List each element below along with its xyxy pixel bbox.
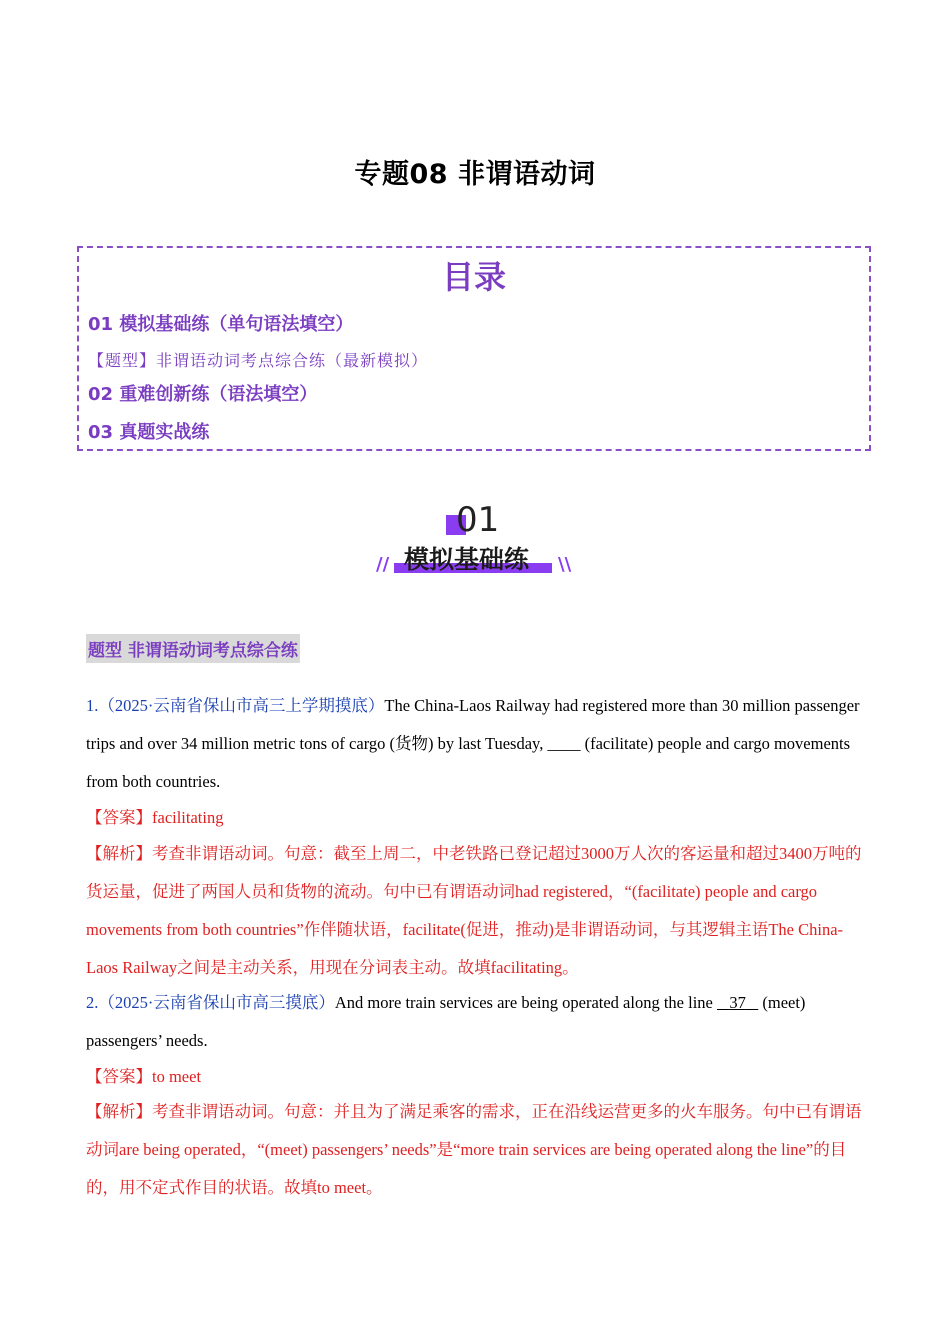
answer-label: 【答案】 bbox=[86, 808, 152, 827]
answer-1 bbox=[86, 799, 866, 837]
question-number: 2. bbox=[86, 993, 99, 1012]
analysis-text: 考查非谓语动词。句意：并且为了满足乘客的需求，正在沿线运营更多的火车服务。句中已有谓语动词are being operated，“(meet) passengers’ needs”是“more train services are being operated along the line”的目的，用不定式作目的状语。故填to meet。 bbox=[86, 1102, 862, 1197]
table-of-contents bbox=[77, 246, 871, 451]
blank-number: 37 bbox=[729, 993, 746, 1012]
answer-label: 【答案】 bbox=[86, 1067, 152, 1086]
question-1 bbox=[86, 687, 866, 801]
toc-item-03[interactable]: 03 真题实战练 bbox=[88, 422, 210, 443]
analysis-2 bbox=[86, 1093, 866, 1207]
question-stem-after: (meet) passengers’ needs. bbox=[86, 993, 806, 1050]
section-number: 01 bbox=[456, 500, 500, 540]
question-source: （2025·云南省保山市高三摸底） bbox=[98, 993, 335, 1012]
analysis-label: 【解析】 bbox=[86, 1102, 152, 1121]
question-source: （2025·云南省保山市高三上学期摸底） bbox=[98, 696, 385, 715]
section-banner bbox=[370, 500, 580, 580]
toc-item-02[interactable]: 02 重难创新练（语法填空） bbox=[88, 384, 318, 405]
question-type-heading: 题型 非谓语动词考点综合练 bbox=[86, 634, 300, 663]
question-number: 1. bbox=[86, 696, 99, 715]
question-2 bbox=[86, 984, 866, 1060]
answer-2 bbox=[86, 1058, 866, 1096]
left-slash-decoration: // bbox=[376, 554, 390, 575]
question-stem-before: And more train services are being operated along the line bbox=[334, 993, 717, 1012]
answer-text: to meet bbox=[152, 1067, 202, 1086]
page-title: 专题08 非谓语动词 bbox=[354, 159, 596, 190]
toc-heading: 目录 bbox=[441, 258, 506, 296]
toc-item-01[interactable]: 01 模拟基础练（单句语法填空） bbox=[88, 314, 354, 335]
right-slash-decoration: \\ bbox=[558, 554, 572, 575]
analysis-1 bbox=[86, 835, 866, 987]
toc-subitem[interactable]: 【题型】非谓语动词考点综合练（最新模拟） bbox=[88, 351, 429, 370]
answer-text: facilitating bbox=[152, 808, 224, 827]
analysis-text: 考查非谓语动词。句意：截至上周二，中老铁路已登记超过3000万人次的客运量和超过3400万吨的货运量，促进了两国人员和货物的流动。句中已有谓语动词had registered，“(facilitate) people and cargo movements from both countries”作伴随状语，facilitate(促进，推动)是非谓语动词，与其逻辑主语The China-Laos Railway之间是主动关系，用现在分词表主动。故填facilitating。 bbox=[86, 844, 862, 977]
analysis-label: 【解析】 bbox=[86, 844, 152, 863]
question-stem: The China-Laos Railway had registered more than 30 million passenger trips and over 34 million metric tons of cargo (货物) by last Tuesday, ____ (facilitate) people and cargo movements from both countries. bbox=[86, 696, 860, 791]
answer-blank bbox=[717, 984, 758, 1022]
section-title: 模拟基础练 bbox=[404, 545, 530, 574]
